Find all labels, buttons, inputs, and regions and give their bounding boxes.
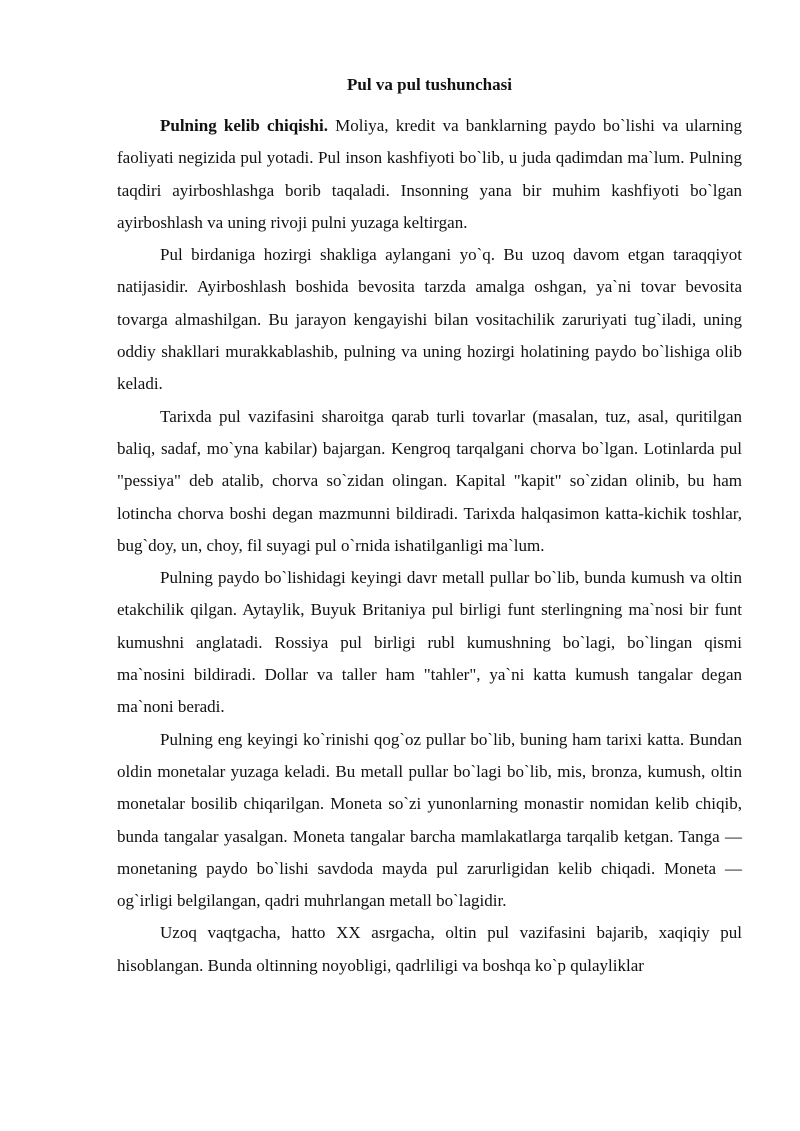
document-page (117, 72, 742, 982)
paragraph-5: Pulning eng keyingi ko`rinishi qog`oz pullar bo`lib, buning ham tarixi katta. Bundan oldin monetalar yuzaga keladi. Bu metall pullar bo`lagi bo`lib, mis, bronza, kumush, oltin monetalar bosilib chiqarilgan. Moneta so`zi yunonlarning monastir nomidan kelib chiqib, bunda tangalar yasalgan. Moneta tangalar barcha mamlakatlarga tarqalib ketgan. Tanga — monetaning paydo bo`lishi savdoda mayda pul zarurligidan kelib chiqadi. Moneta — og`irligi belgilangan, qadri muhrlangan metall bo`lagidir. (117, 729, 742, 911)
section-lead-heading: Pulning kelib chiqishi. (160, 116, 328, 135)
paragraph-2: Pul birdaniga hozirgi shakliga aylangani yo`q. Bu uzoq davom etgan taraqqiyot natijasidir. Ayirboshlash boshida bevosita tarzda amalga oshgan, ya`ni tovar bevosita tovarga almashilgan. Bu jarayon kengayishi bilan vositachilik zaruriyati tug`iladi, uning oddiy shakllari murakkablashib, pulning va uning hozirgi holatining paydo bo`lishiga olib keladi. (117, 245, 742, 394)
document-title: Pul va pul tushunchasi (347, 75, 512, 94)
paragraph-4: Pulning paydo bo`lishidagi keyingi davr metall pullar bo`lib, bunda kumush va oltin etakchilik qilgan. Aytaylik, Buyuk Britaniya pul birligi funt sterlingning ma`nosi bir funt kumushni anglatadi. Rossiya pul birligi rubl kumushning bo`lagi, bo`lingan qismi ma`nosini bildiradi. Dollar va taller ham "tahler", ya`ni katta kumush tangalar degan ma`noni beradi. (117, 568, 742, 717)
paragraph-1-text: Moliya, kredit va banklarning paydo bo`lishi va ularning faoliyati negizida pul yotadi. Pul inson kashfiyoti bo`lib, u juda qadimdan ma`lum. Pulning taqdiri ayirboshlashga borib taqaladi. Insonning yana bir muhim kashfiyoti bo`lgan ayirboshlash va uning rivoji pulni yuzaga keltirgan. (117, 116, 743, 232)
paragraph-3: Tarixda pul vazifasini sharoitga qarab turli tovarlar (masalan, tuz, asal, quritilgan baliq, sadaf, mo`yna kabilar) bajargan. Kengroq tarqalgani chorva bo`lgan. Lotinlarda pul "pessiya" deb atalib, chorva so`zidan olingan. Kapital "kapit" so`zidan olinib, bu ham lotincha chorva boshi degan mazmunni bildiradi. Tarixda halqasimon katta-kichik toshlar, bug`doy, un, choy, fil suyagi pul o`rnida ishatilganligi ma`lum. (117, 406, 742, 555)
paragraph-6: Uzoq vaqtgacha, hatto XX asrgacha, oltin pul vazifasini bajarib, xaqiqiy pul hisoblangan. Bunda oltinning noyobligi, qadrliligi va boshqa ko`p qulayliklar (117, 923, 742, 975)
paragraph-1 (117, 110, 742, 239)
